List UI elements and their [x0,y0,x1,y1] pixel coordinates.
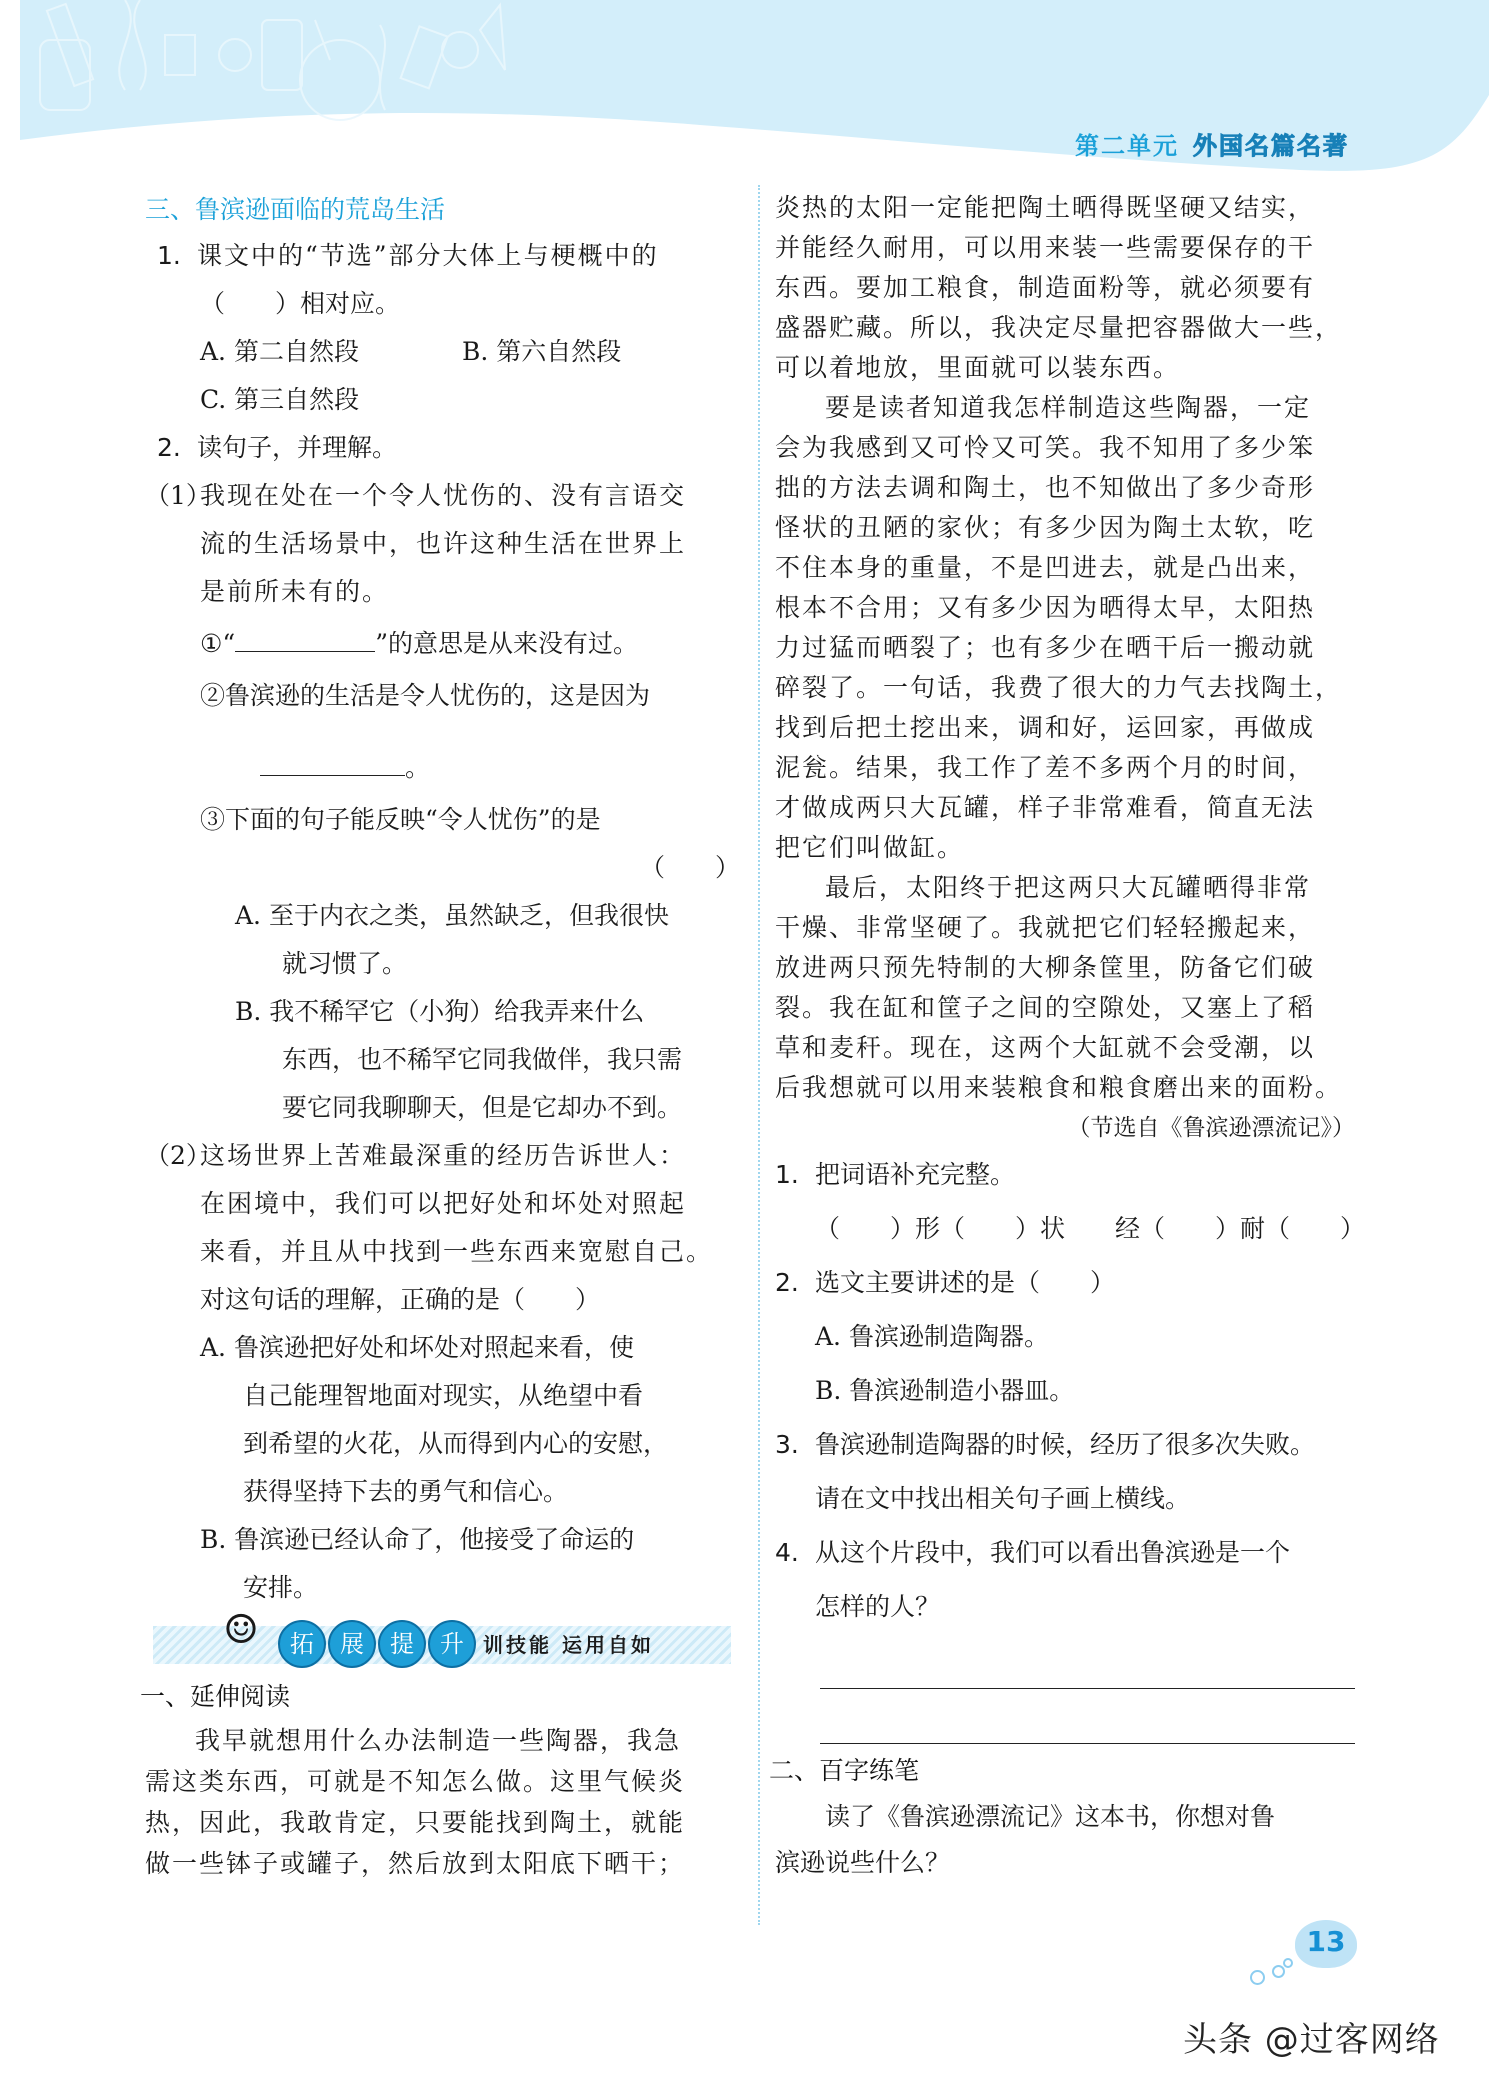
r-q2[interactable]: 2. 选文主要讲述的是（ ） [775,1268,1116,1297]
q2-p2-line3: 来看，并且从中找到一些东西来宽慰自己。 [200,1237,714,1266]
banner-badges [278,1620,476,1668]
q2-p2-option-a-cont2: 到希望的火花，从而得到内心的安慰， [243,1429,669,1458]
answer-line-2[interactable] [820,1689,1355,1744]
passage-paragraph-3: 最后，太阳终于把这两只大瓦罐晒得非常 干燥、非常坚硬了。我就把它们轻轻搬起来， 放进两只预先特制的大柳条筐里，防备它们破 裂。我在缸和筐子之间的空隙处，又塞上了稻 草和麦秆。现在，这两个大缸就不会受潮，以 后我想就可以用来装粮食和粮食磨出来的面粉。 [775,873,1343,1102]
q2-title: 2. 读句子，并理解。 [157,433,398,462]
section-title-hundred-words: 二、百字练笔 [769,1756,920,1785]
bubble-icon [1250,1970,1265,1985]
page-number: 13 [1306,1925,1346,1958]
q2-p2-option-b[interactable]: B. 鲁滨逊已经认命了，他接受了命运的 [200,1525,635,1554]
q1-option-a[interactable]: A. 第二自然段 [200,337,359,366]
writing-prompt: 读了《鲁滨逊漂流记》这本书，你想对鲁 滨逊说些什么？ [775,1802,1276,1877]
badge-char: 展 [328,1620,376,1668]
q2-p2-option-b-cont: 安排。 [243,1573,319,1602]
q2-p1-sub3-paren[interactable]: （ ） [639,853,740,882]
q2-p1-sub2: ②鲁滨逊的生活是令人忧伤的，这是因为 [200,681,651,710]
q2-p1-option-a-cont: 就习惯了。 [282,949,408,978]
header-band [0,0,1489,180]
q1-options-ab [145,328,740,376]
watermark: 头条 @过客网络 [1183,2020,1440,2060]
cartoon-kid-icon: ☺ [223,1607,259,1653]
q2-p1-line1: （1）我现在处在一个令人忧伤的、没有言语交 [145,481,687,510]
right-column [769,188,1366,1886]
blank-answer-2[interactable] [260,753,405,776]
q2-p1-sub3: ③下面的句子能反映“令人忧伤”的是 [200,805,601,834]
r-q4-cont: 怎样的人？ [815,1592,941,1621]
q1-option-c[interactable]: C. 第三自然段 [200,385,360,414]
q1-line1: 1. 课文中的“节选”部分大体上与梗概中的 [157,241,659,270]
passage-paragraph-1: 我早就想用什么办法制造一些陶器，我急 需这类东西，可就是不知怎么做。这里气候炎 热，因此，我敢肯定，只要能找到陶土，就能 做一些钵子或罐子，然后放到太阳底下晒干； [145,1726,686,1878]
r-q3-cont: 请在文中找出相关句子画上横线。 [815,1484,1191,1513]
badge-char: 提 [378,1620,426,1668]
left-column [140,188,740,1884]
q2-p1-option-b[interactable]: B. 我不稀罕它（小狗）给我弄来什么 [235,997,645,1026]
bubble-icon [1283,1958,1293,1968]
q2-p1-option-b-cont1: 东西，也不稀罕它同我做伴，我只需 [282,1045,683,1074]
r-q1-blanks[interactable]: （ ）形（ ）状 经（ ）耐（ ） [815,1214,1366,1243]
q2-p2-line1: （2）这场世界上苦难最深重的经历告诉世人： [145,1141,687,1170]
badge-char: 拓 [278,1620,326,1668]
passage-source: （节选自《鲁滨逊漂流记》） [1067,1115,1355,1141]
column-divider [758,185,760,1925]
r-q1: 1. 把词语补充完整。 [775,1160,1016,1189]
q2-p1-option-b-cont2: 要它同我聊聊天，但是它却办不到。 [282,1093,683,1122]
q2-p2-option-a[interactable]: A. 鲁滨逊把好处和坏处对照起来看，使 [200,1333,634,1362]
q2-p1-sub2-blank: 。 [145,744,740,792]
r-q3: 3. 鲁滨逊制造陶器的时候，经历了很多次失败。 [775,1430,1316,1459]
passage-continued: 炎热的太阳一定能把陶土晒得既坚硬又结实， 并能经久耐用，可以用来装一些需要保存的干 东西。要加工粮食，制造面粉等，就必须要有 盛器贮藏。所以，我决定尽量把容器做大一些， 可以着地放，里面就可以装东西。 [775,193,1343,382]
r-q2-option-a[interactable]: A. 鲁滨逊制造陶器。 [815,1322,1049,1351]
q2-p2-line2: 在困境中，我们可以把好处和坏处对照起 [200,1189,687,1218]
q2-p1-line2: 流的生活场景中，也许这种生活在世界上 [200,529,687,558]
passage-paragraph-2: 要是读者知道我怎样制造这些陶器，一定 会为我感到又可怜又可笑。我不知用了多少笨 拙的方法去调和陶土，也不知做出了多少奇形 怪状的丑陋的家伙；有多少因为陶土太软，吃 不住本身的重量，不是凹进去，就是凸出来， 根本不合用；又有多少因为晒得太早，太阳热 力过猛而晒裂了；也有多少在晒干后一搬动就 碎裂了。一句话，我费了很大的力气去找陶土， 找到后把土挖出来，调和好，运回家，再做成 泥瓮。结果，我工作了差不多两个月的时间， 才做成两只大瓦罐，样子非常难看，简直无法 把它们叫做缸。 [775,393,1343,862]
r-q2-option-b[interactable]: B. 鲁滨逊制造小器皿。 [815,1376,1075,1405]
bubble-icon [1272,1965,1285,1978]
section-title-extended-reading: 一、延伸阅读 [140,1682,291,1711]
extension-banner [153,1607,731,1664]
r-q4: 4. 从这个片段中，我们可以看出鲁滨逊是一个 [775,1538,1291,1567]
answer-line-1[interactable] [820,1634,1355,1689]
unit-theme: 外国名篇名著 [1193,132,1349,160]
blank-answer-1[interactable] [235,629,375,652]
badge-char: 升 [428,1620,476,1668]
q2-p2-option-a-cont3: 获得坚持下去的勇气和信心。 [243,1477,569,1506]
q2-p1-line3: 是前所未有的。 [200,577,390,606]
banner-slogan: 训技能 运用自如 [483,1633,654,1657]
page-number-badge [1250,1915,1380,1995]
q2-p1-option-a[interactable]: A. 至于内衣之类，虽然缺乏，但我很快 [235,901,669,930]
q2-p2-question[interactable]: 对这句话的理解，正确的是（ ） [200,1285,601,1314]
q1-line2[interactable]: （ ）相对应。 [200,289,401,318]
unit-title [1075,126,1349,161]
unit-label: 第二单元 [1075,132,1179,160]
section-title-island-life: 三、鲁滨逊面临的荒岛生活 [145,195,446,224]
q1-option-b[interactable]: B. 第六自然段 [462,337,622,366]
q2-p1-sub1: ①“ ”的意思是从来没有过。 [200,629,638,658]
q2-p2-option-a-cont1: 自己能理智地面对现实，从绝望中看 [243,1381,644,1410]
